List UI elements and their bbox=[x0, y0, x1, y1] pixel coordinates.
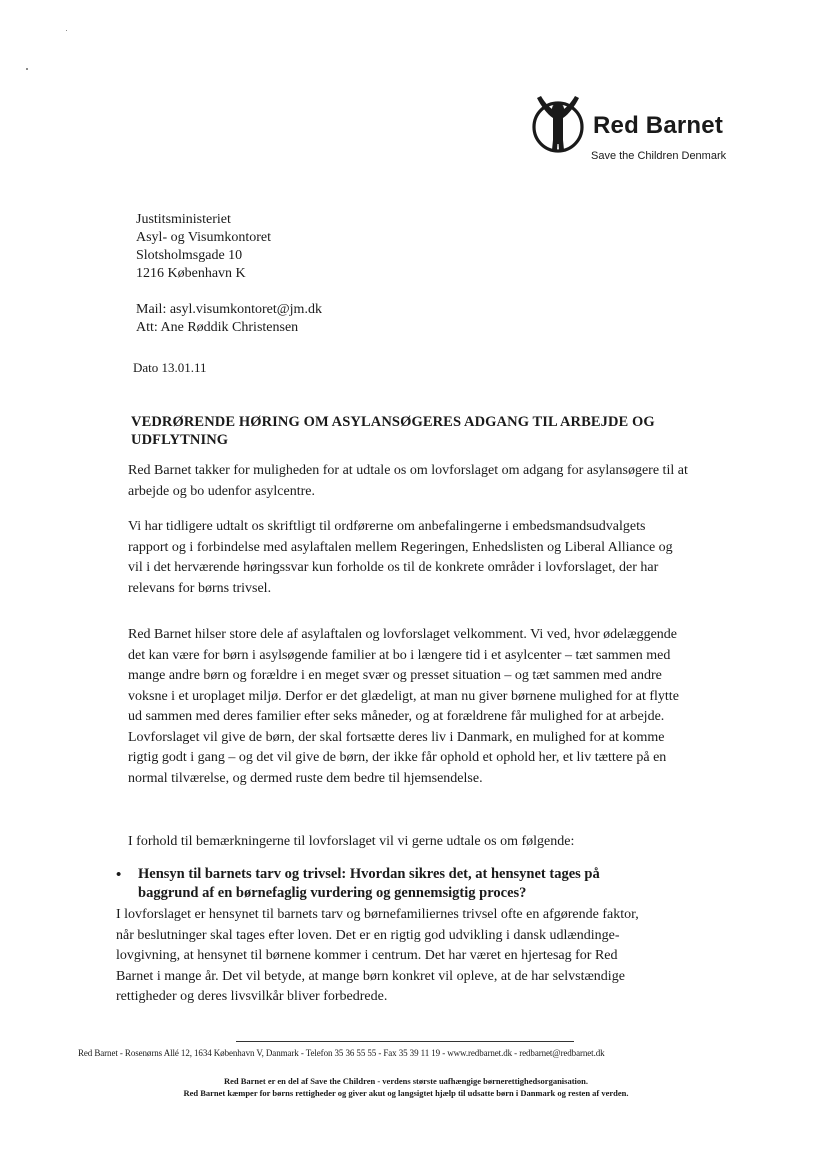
recipient-address bbox=[136, 211, 271, 283]
letter-subject: VEDRØRENDE HØRING OM ASYLANSØGERES ADGANG TIL ARBEJDE OG UDFLYTNING bbox=[131, 414, 655, 448]
address-line: Justitsministeriet bbox=[136, 212, 231, 227]
red-barnet-logo bbox=[527, 92, 747, 172]
footer-contact-line: Red Barnet - Rosenørns Allé 12, 1634 København V, Danmark - Telefon 35 36 55 55 - Fax 35 39 11 19 - www.redbarnet.dk - redbarnet@redbarnet.dk bbox=[78, 1048, 605, 1058]
address-line: 1216 København K bbox=[136, 266, 246, 281]
footer-tagline-line: Red Barnet kæmper for børns rettigheder og giver akut og langsigtet hjælp til udsatte børn i Danmark og resten af verden. bbox=[183, 1088, 629, 1098]
child-raising-arms-icon bbox=[527, 92, 589, 154]
body-paragraph: Red Barnet takker for muligheden for at udtale os om lovforslaget om adgang for asylansøgere til at arbejde og bo udenfor asylcentre. bbox=[128, 463, 688, 499]
recipient-mail: Mail: asyl.visumkontoret@jm.dk bbox=[136, 302, 322, 317]
body-paragraph: Red Barnet hilser store dele af asylaftalen og lovforslaget velkomment. Vi ved, hvor ødelæggende det kan være for børn i asylsøgende familier at bo i længere tid i et asylcenter – tæt sammen med mange andre børn og forældre i en meget svær og presset situation – og tæt sammen med andre voksne i et uroplaget miljø. Derfor er det glædeligt, at man nu giver børnene mulighed for at flytte ud sammen med deres familier efter seks måneder, og at forældrene får mulighed for at arbejde. Lovforslaget vil give de børn, der skal fortsætte deres liv i Danmark, en mulighed for at komme rigtig godt i gang – og det vil give de børn, der ikke får ophold et ophold her, et liv tættere på en normal tilværelse, og dermed ruste dem bedre til hjemsendelse. bbox=[128, 627, 679, 786]
logo-wordmark: Red Barnet bbox=[593, 112, 724, 139]
bullet-heading-text: Hensyn til barnets tarv og trivsel: Hvordan sikres det, at hensynet tages på baggrund af en børnefaglig vurdering og gennemsigtig proces? bbox=[138, 866, 600, 901]
footer-divider bbox=[236, 1041, 574, 1042]
closing-paragraph: I lovforslaget er hensynet til barnets tarv og børnefamiliernes trivsel ofte en afgørende faktor, når beslutninger skal tages efter loven. Det er en rigtig god udvikling i dansk udlændinge-lovgivning, at hensynet til børnene kommer i centrum. Det har været en hjertesag for Red Barnet i mange år. Det vil betyde, at mange børn konkret vil opleve, at de har selvstændige rettigheder og deres livsvilkår bliver forbedrede. bbox=[116, 907, 639, 1004]
recipient-contact bbox=[136, 301, 322, 337]
logo-tagline: Save the Children Denmark bbox=[591, 150, 727, 162]
letter-date: Dato 13.01.11 bbox=[133, 360, 207, 375]
footer-tagline bbox=[96, 1075, 716, 1099]
address-line: Asyl- og Visumkontoret bbox=[136, 230, 272, 245]
scan-speck bbox=[26, 68, 28, 70]
footer-tagline-line: Red Barnet er en del af Save the Children - verdens største uafhængige børnerettighedsorganisation. bbox=[223, 1076, 589, 1086]
body-paragraph: Vi har tidligere udtalt os skriftligt til ordførerne om anbefalingerne i embedsmandsudvalgets rapport og i forbindelse med asylaftalen mellem Regeringen, Enhedslisten og Liberal Alliance og vil i det herværende høringssvar kun forholde os til de konkrete områder i lovforslaget, der har relevans for børns trivsel. bbox=[128, 519, 673, 596]
bullet-marker: • bbox=[116, 867, 122, 883]
scan-speck bbox=[66, 30, 67, 31]
recipient-attention: Att: Ane Røddik Christensen bbox=[136, 320, 299, 335]
body-paragraph: I forhold til bemærkningerne til lovforslaget vil vi gerne udtale os om følgende: bbox=[128, 834, 575, 849]
address-line: Slotsholmsgade 10 bbox=[136, 248, 243, 263]
